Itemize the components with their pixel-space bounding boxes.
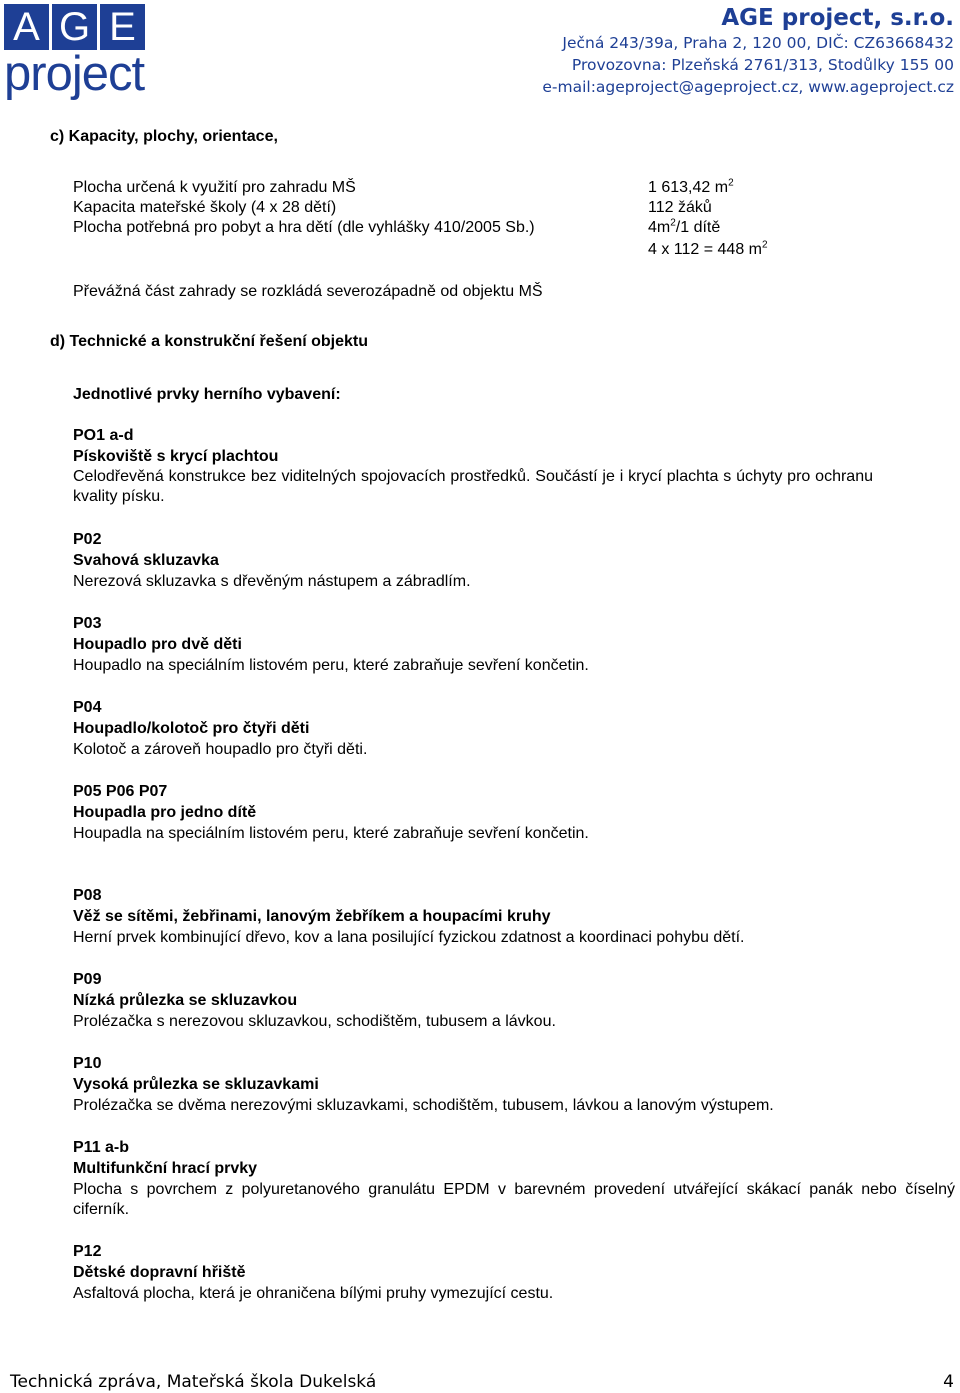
logo-word: project xyxy=(4,47,145,101)
section-c-heading: c) Kapacity, plochy, orientace, xyxy=(50,128,278,145)
orientation-note: Převážná část zahrady se rozkládá severozápadně od objektu MŠ xyxy=(73,283,543,300)
item-title: Pískoviště s krycí plachtou xyxy=(73,448,279,465)
section-d-heading: d) Technické a konstrukční řešení objektu xyxy=(50,333,369,350)
item-description: Houpadlo na speciálním listovém peru, které zabraňuje sevření končetin. xyxy=(73,657,589,674)
item-description: Celodřevěná konstrukce bez viditelných spojovacích prostředků. Součástí je i krycí plachta s úchyty pro ochranu kvality písku. xyxy=(73,468,873,505)
footer-text: Technická zpráva, Mateřská škola Dukelská xyxy=(10,1372,377,1392)
capacity-label: Plocha potřebná pro pobyt a hra dětí (dle vyhlášky 410/2005 Sb.) xyxy=(73,219,535,236)
company-name: AGE project, s.r.o. xyxy=(721,5,954,31)
logo-letter: A xyxy=(4,4,49,50)
item-title: Houpadla pro jedno dítě xyxy=(73,804,257,821)
item-title: Vysoká průlezka se skluzavkami xyxy=(73,1076,319,1093)
item-title: Nízká průlezka se skluzavkou xyxy=(73,992,298,1009)
capacity-value: 112 žáků xyxy=(648,199,712,216)
item-code: P02 xyxy=(73,531,102,548)
item-title: Věž se sítěmi, žebřinami, lanovým žebříkem a houpacími kruhy xyxy=(73,908,551,925)
capacity-label: Plocha určená k využití pro zahradu MŠ xyxy=(73,179,356,196)
item-code: P10 xyxy=(73,1055,102,1072)
item-code: P11 a-b xyxy=(73,1139,130,1156)
item-description: Plocha s povrchem z polyuretanového granulátu EPDM v barevném provedení utvářející skákací panák nebo číselný ciferník. xyxy=(73,1181,955,1218)
item-description: Nerezová skluzavka s dřevěným nástupem a zábradlím. xyxy=(73,573,471,590)
item-title: Houpadlo pro dvě děti xyxy=(73,636,242,653)
item-description: Prolézačka s nerezovou skluzavkou, schodištěm, tubusem a lávkou. xyxy=(73,1013,556,1030)
item-code: P12 xyxy=(73,1243,102,1260)
logo-letter: G xyxy=(52,4,97,50)
item-code: P05 P06 P07 xyxy=(73,783,168,800)
item-code: P08 xyxy=(73,887,102,904)
equipment-subheading: Jednotlivé prvky herního vybavení: xyxy=(73,386,341,403)
capacity-value: $4m^2/1$ dítě xyxy=(648,217,721,236)
item-code: P04 xyxy=(73,699,102,716)
item-description: Herní prvek kombinující dřevo, kov a lana posilující fyzickou zdatnost a koordinaci pohybu dětí. xyxy=(73,929,745,946)
capacity-value: 4 x 112 = 448 $m^2$ xyxy=(648,239,768,258)
capacity-label: Kapacita mateřské školy (4 x 28 dětí) xyxy=(73,199,337,216)
capacity-value: 1 613,42 $m^2$ xyxy=(648,177,734,196)
company-logo xyxy=(4,4,149,101)
item-title: Svahová skluzavka xyxy=(73,552,219,569)
item-code: PO1 a-d xyxy=(73,427,134,444)
logo-letter: E xyxy=(100,4,145,50)
company-info xyxy=(542,4,954,98)
item-title: Multifunkční hrací prvky xyxy=(73,1160,258,1177)
item-description: Prolézačka se dvěma nerezovými skluzavkami, schodištěm, tubusem, lávkou a lanovým výstupem. xyxy=(73,1097,774,1114)
item-title: Houpadlo/kolotoč pro čtyři děti xyxy=(73,720,310,737)
item-title: Dětské dopravní hřiště xyxy=(73,1264,246,1281)
item-code: P09 xyxy=(73,971,102,988)
company-address: Ječná 243/39a, Praha 2, 120 00, DIČ: CZ63668432 xyxy=(562,34,954,52)
company-branch: Provozovna: Plzeňská 2761/313, Stodůlky 155 00 xyxy=(571,56,954,74)
item-description: Houpadla na speciálním listovém peru, které zabraňuje sevření končetin. xyxy=(73,825,589,842)
item-code: P03 xyxy=(73,615,102,632)
item-description: Kolotoč a zároveň houpadlo pro čtyři děti. xyxy=(73,741,368,758)
company-contact: e-mail:ageproject@ageproject.cz, www.ageproject.cz xyxy=(542,78,954,96)
page-number: 4 xyxy=(943,1372,954,1392)
item-description: Asfaltová plocha, která je ohraničena bílými pruhy vymezující cestu. xyxy=(73,1285,554,1302)
